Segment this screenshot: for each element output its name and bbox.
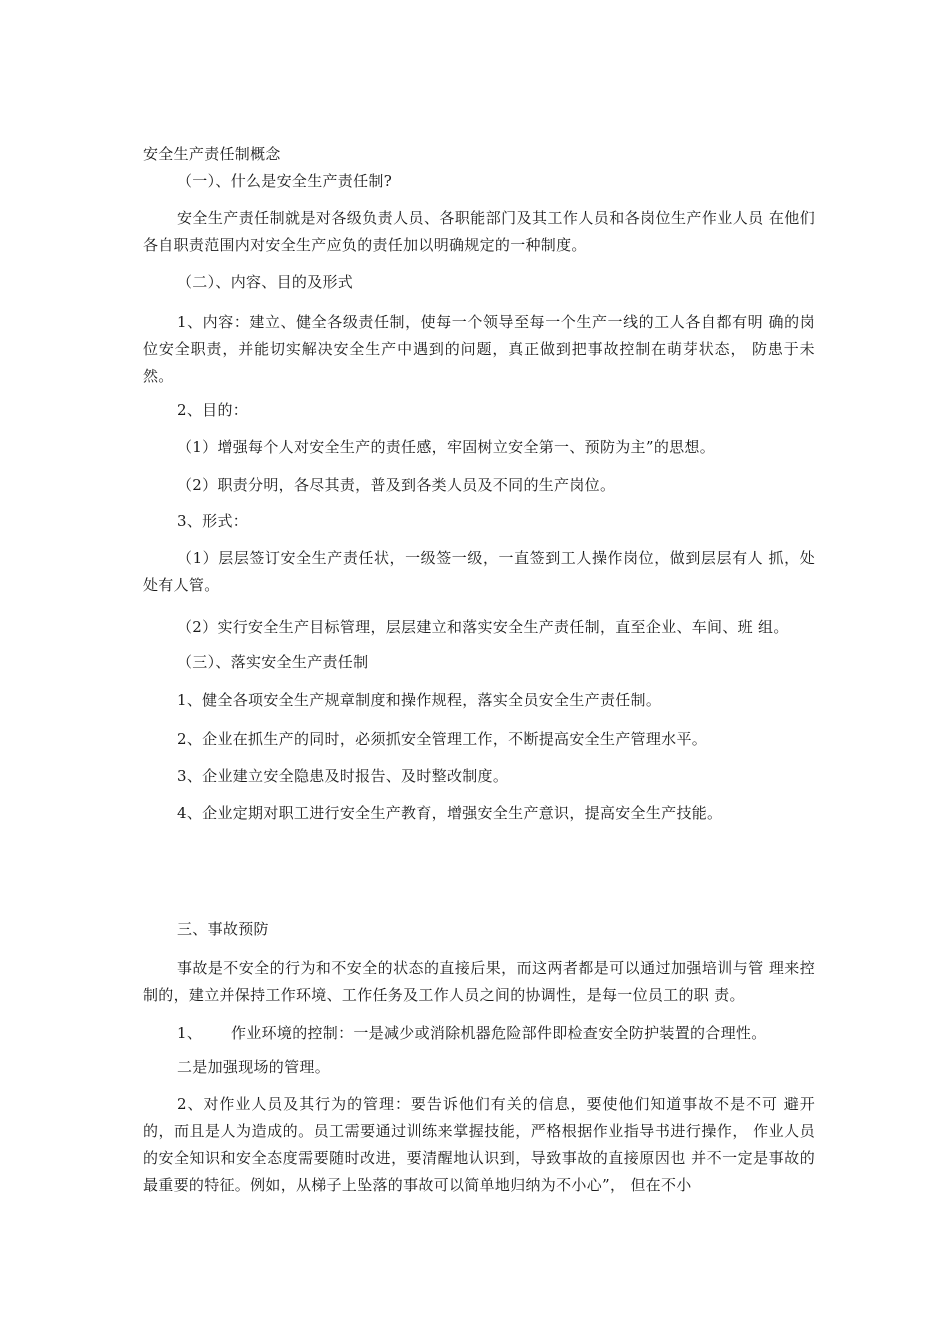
section-heading: （一）、什么是安全生产责任制?: [177, 172, 393, 190]
list-label: 2、目的：: [177, 401, 249, 419]
document-title: 安全生产责任制概念: [143, 145, 281, 163]
paragraph: 1、内容：建立、健全各级责任制，使每一个领导至每一个生产一线的工人各自都有明 确的岗位安全职责，并能切实解决安全生产中遇到的问题，真正做到把事故控制在萌芽状态， 防患于未然。: [143, 313, 815, 385]
list-item: 4、企业定期对职工进行安全生产教育，增强安全生产意识，提高安全生产技能。: [177, 804, 723, 822]
list-number: 1、: [177, 1024, 203, 1042]
list-label: 3、形式：: [177, 512, 249, 530]
list-item: （1）层层签订安全生产责任状，一级签一级，一直签到工人操作岗位，做到层层有人 抓，处处有人管。: [143, 549, 815, 594]
list-item: （2）实行安全生产目标管理，层层建立和落实安全生产责任制，直至企业、车间、班 组。: [177, 618, 789, 636]
paragraph: 事故是不安全的行为和不安全的状态的直接后果，而这两者都是可以通过加强培训与管 理来控制的，建立并保持工作环境、工作任务及工作人员之间的协调性，是每一位员工的职 责。: [143, 959, 815, 1004]
list-item: （1）增强每个人对安全生产的责任感，牢固树立安全第一、预防为主”的思想。: [177, 438, 716, 456]
list-item: 3、企业建立安全隐患及时报告、及时整改制度。: [177, 767, 509, 785]
paragraph: 安全生产责任制就是对各级负责人员、各职能部门及其工作人员和各岗位生产作业人员 在他们各自职责范围内对安全生产应负的责任加以明确规定的一种制度。: [143, 209, 815, 254]
list-item: 1、健全各项安全生产规章制度和操作规程，落实全员安全生产责任制。: [177, 691, 662, 709]
section-heading: （三）、落实安全生产责任制: [177, 653, 369, 671]
section-heading: 三、事故预防: [177, 920, 269, 938]
section-heading: （二）、内容、目的及形式: [177, 273, 354, 291]
paragraph: 2、对作业人员及其行为的管理：要告诉他们有关的信息，要使他们知道事故不是不可 避开的，而且是人为造成的。员工需要通过训练来掌握技能，严格根据作业指导书进行操作， 作业人员的安全知识和安全态度需要随时改进，要清醒地认识到，导致事故的直接原因也 并不一定是事故的最重要的特征。例如，从梯子上坠落的事故可以简单地归纳为不小心”， 但在不小: [143, 1095, 815, 1194]
list-item: （2）职责分明，各尽其责，普及到各类人员及不同的生产岗位。: [177, 476, 616, 494]
list-item: 作业环境的控制：一是减少或消除机器危险部件即检查安全防护装置的合理性。: [231, 1024, 767, 1042]
list-item-continued: 二是加强现场的管理。: [177, 1058, 331, 1076]
list-item: 2、企业在抓生产的同时，必须抓安全管理工作，不断提高安全生产管理水平。: [177, 730, 708, 748]
